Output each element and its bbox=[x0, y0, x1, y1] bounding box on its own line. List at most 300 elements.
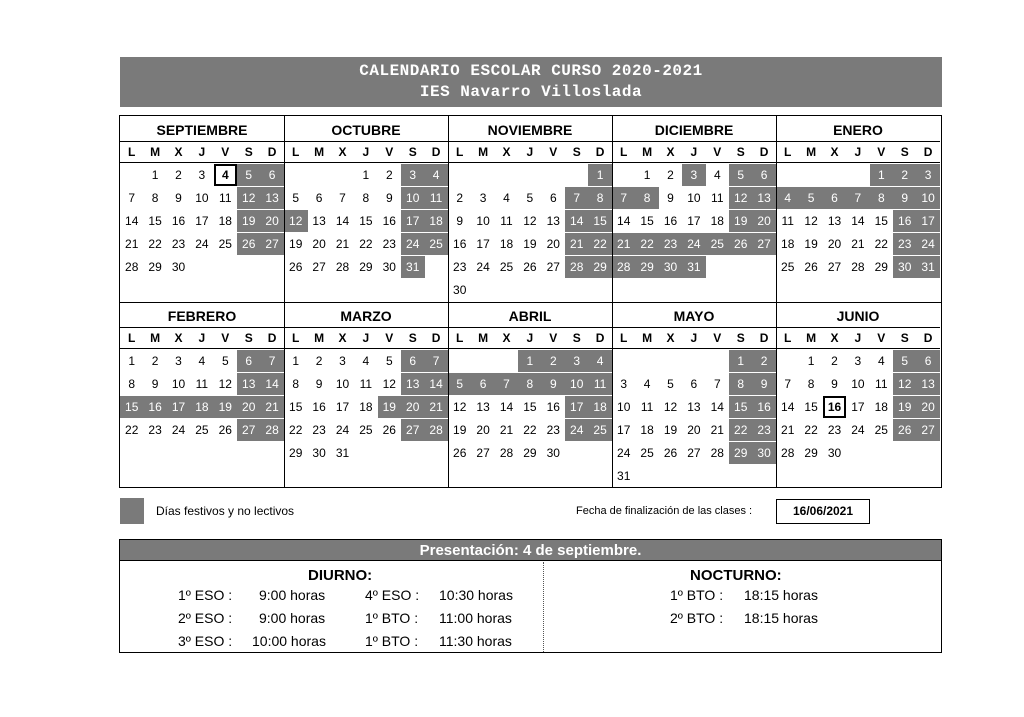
day-cell: 23 bbox=[898, 237, 912, 251]
diurno-course: 1º BTO : bbox=[365, 610, 419, 626]
diurno-time: 10:00 horas bbox=[252, 633, 326, 649]
weekday-header: L bbox=[292, 145, 300, 159]
day-cell: 5 bbox=[737, 168, 745, 182]
day-cell: 18 bbox=[218, 214, 232, 228]
diurno-course: 1º ESO : bbox=[178, 587, 233, 603]
day-cell: 23 bbox=[663, 237, 678, 251]
day-cell: 15 bbox=[125, 400, 139, 414]
month-noviembre bbox=[448, 116, 612, 302]
day-cell: 8 bbox=[596, 191, 604, 205]
day-cell: 29 bbox=[874, 260, 888, 274]
day-cell: 30 bbox=[663, 260, 678, 274]
day-cell: 27 bbox=[265, 237, 279, 251]
weekday-header: S bbox=[244, 145, 253, 159]
day-cell: 12 bbox=[734, 191, 748, 205]
day-cell: 23 bbox=[546, 423, 560, 437]
day-cell: 23 bbox=[827, 423, 842, 437]
weekday-header: S bbox=[900, 331, 909, 345]
day-cell: 31 bbox=[335, 446, 350, 460]
day-cell: 10 bbox=[476, 214, 490, 228]
day-cell: 10 bbox=[851, 377, 865, 391]
day-cell: 3 bbox=[573, 354, 581, 368]
month-septiembre bbox=[120, 116, 284, 302]
day-cell: 14 bbox=[710, 400, 724, 414]
day-cell: 19 bbox=[218, 400, 232, 414]
day-cell: 20 bbox=[827, 237, 842, 251]
weekday-header: V bbox=[713, 145, 722, 159]
day-cell: 12 bbox=[382, 377, 396, 391]
weekday-divider bbox=[612, 162, 776, 163]
day-cell: 20 bbox=[757, 214, 771, 228]
weekday-header: S bbox=[572, 331, 581, 345]
day-cell: 15 bbox=[148, 214, 162, 228]
weekday-header: V bbox=[549, 145, 558, 159]
day-cell: 3 bbox=[339, 354, 346, 368]
day-cell: 20 bbox=[687, 423, 701, 437]
day-cell: 15 bbox=[289, 400, 303, 414]
day-cell: 3 bbox=[479, 191, 487, 205]
diurno-course: 3º ESO : bbox=[178, 633, 233, 649]
header-school: IES Navarro Villoslada bbox=[419, 83, 643, 101]
day-cell: 11 bbox=[429, 191, 443, 205]
weekday-header: L bbox=[784, 145, 792, 159]
month-name: DICIEMBRE bbox=[654, 122, 734, 138]
legend-label: Días festivos y no lectivos bbox=[156, 504, 295, 518]
day-cell: 28 bbox=[125, 260, 139, 274]
day-cell: 30 bbox=[382, 260, 396, 274]
day-cell: 8 bbox=[526, 377, 534, 391]
day-cell: 5 bbox=[667, 377, 674, 391]
day-cell: 24 bbox=[171, 423, 186, 437]
day-cell: 26 bbox=[242, 237, 256, 251]
day-cell: 16 bbox=[453, 237, 467, 251]
weekday-header: D bbox=[267, 145, 277, 159]
day-cell: 21 bbox=[499, 423, 514, 437]
day-cell: 19 bbox=[804, 237, 818, 251]
weekday-header: L bbox=[620, 145, 628, 159]
weekday-header: M bbox=[806, 331, 817, 345]
day-cell: 20 bbox=[546, 237, 560, 251]
day-cell: 13 bbox=[406, 377, 420, 391]
day-cell: 3 bbox=[620, 377, 628, 391]
day-cell: 2 bbox=[385, 168, 393, 182]
row-divider bbox=[120, 302, 941, 303]
month-name: MAYO bbox=[673, 308, 715, 324]
weekday-header: L bbox=[784, 331, 792, 345]
nocturno-time: 18:15 horas bbox=[744, 610, 818, 626]
day-cell: 9 bbox=[151, 377, 159, 391]
weekday-header: L bbox=[128, 331, 136, 345]
day-cell: 12 bbox=[242, 191, 256, 205]
day-cell: 11 bbox=[359, 377, 373, 391]
day-cell: 18 bbox=[359, 400, 373, 414]
day-cell: 31 bbox=[617, 469, 631, 483]
day-cell: 17 bbox=[195, 214, 209, 228]
day-cell: 2 bbox=[667, 168, 674, 182]
day-cell: 19 bbox=[242, 214, 256, 228]
weekday-header: M bbox=[478, 145, 489, 159]
day-cell: 14 bbox=[429, 377, 443, 391]
day-cell: 24 bbox=[617, 446, 631, 460]
day-cell: 14 bbox=[617, 214, 631, 228]
month-abril bbox=[448, 302, 612, 488]
weekday-header: S bbox=[900, 145, 909, 159]
month-name: ENERO bbox=[833, 122, 883, 138]
day-cell: 4 bbox=[198, 354, 206, 368]
day-cell: 23 bbox=[757, 423, 771, 437]
day-cell: 19 bbox=[663, 423, 678, 437]
day-cell: 7 bbox=[573, 191, 581, 205]
day-cell: 10 bbox=[406, 191, 420, 205]
day-cell: 17 bbox=[851, 400, 865, 414]
month-octubre bbox=[284, 116, 448, 302]
day-cell: 17 bbox=[687, 214, 701, 228]
weekday-header: V bbox=[877, 331, 886, 345]
weekday-header: V bbox=[385, 145, 394, 159]
day-cell: 13 bbox=[476, 400, 490, 414]
day-cell: 26 bbox=[523, 260, 537, 274]
day-cell: 12 bbox=[804, 214, 818, 228]
day-cell: 27 bbox=[921, 423, 935, 437]
day-cell: 10 bbox=[195, 191, 209, 205]
weekday-header: L bbox=[128, 145, 136, 159]
weekday-divider bbox=[120, 162, 284, 163]
day-cell: 6 bbox=[409, 354, 417, 368]
weekday-header: D bbox=[431, 145, 441, 159]
day-cell: 31 bbox=[406, 260, 420, 274]
day-cell: 18 bbox=[640, 423, 654, 437]
day-cell: 6 bbox=[831, 191, 838, 205]
day-cell: 13 bbox=[687, 400, 701, 414]
weekday-header: X bbox=[830, 145, 839, 159]
day-cell: 29 bbox=[359, 260, 373, 274]
highlighted-day: 4 bbox=[214, 164, 237, 186]
weekday-divider bbox=[448, 162, 612, 163]
day-cell: 9 bbox=[549, 377, 557, 391]
day-cell: 26 bbox=[289, 260, 303, 274]
day-cell: 5 bbox=[292, 191, 300, 205]
day-cell: 22 bbox=[593, 237, 607, 251]
legend-swatch bbox=[120, 498, 144, 524]
day-cell: 27 bbox=[406, 423, 420, 437]
weekday-divider bbox=[612, 348, 776, 349]
day-cell: 24 bbox=[687, 237, 701, 251]
day-cell: 8 bbox=[362, 191, 370, 205]
day-cell: 5 bbox=[807, 191, 815, 205]
day-cell: 8 bbox=[151, 191, 159, 205]
weekday-header: J bbox=[526, 331, 534, 345]
day-cell: 17 bbox=[406, 214, 420, 228]
day-cell: 9 bbox=[667, 191, 674, 205]
day-cell: 2 bbox=[175, 168, 182, 182]
day-cell: 21 bbox=[851, 237, 865, 251]
day-cell: 7 bbox=[432, 354, 440, 368]
weekday-header: L bbox=[292, 331, 300, 345]
day-cell: 27 bbox=[242, 423, 256, 437]
day-cell: 17 bbox=[570, 400, 584, 414]
calendar-grid bbox=[119, 115, 942, 488]
day-cell: 9 bbox=[760, 377, 768, 391]
weekday-header: X bbox=[502, 331, 511, 345]
day-cell: 9 bbox=[315, 377, 323, 391]
weekday-header: S bbox=[736, 145, 745, 159]
day-cell: 14 bbox=[335, 214, 350, 228]
day-cell: 3 bbox=[409, 168, 417, 182]
day-cell: 3 bbox=[690, 168, 698, 182]
day-cell: 16 bbox=[382, 214, 396, 228]
day-cell: 16 bbox=[148, 400, 162, 414]
day-cell: 23 bbox=[453, 260, 467, 274]
day-cell: 2 bbox=[901, 168, 909, 182]
nocturno-course: 2º BTO : bbox=[670, 610, 724, 626]
day-cell: 1 bbox=[151, 168, 159, 182]
day-cell: 28 bbox=[499, 446, 514, 460]
weekday-header: J bbox=[526, 145, 534, 159]
day-cell: 13 bbox=[242, 377, 256, 391]
day-cell: 1 bbox=[643, 168, 651, 182]
weekday-header: D bbox=[431, 331, 441, 345]
day-cell: 26 bbox=[898, 423, 912, 437]
day-cell: 2 bbox=[831, 354, 838, 368]
month-name: NOVIEMBRE bbox=[487, 122, 573, 138]
day-cell: 22 bbox=[359, 237, 373, 251]
day-cell: 15 bbox=[523, 400, 537, 414]
day-cell: 6 bbox=[268, 168, 276, 182]
day-cell: 24 bbox=[921, 237, 935, 251]
month-name: JUNIO bbox=[836, 308, 880, 324]
day-cell: 16 bbox=[171, 214, 186, 228]
day-cell: 18 bbox=[195, 400, 209, 414]
day-cell: 22 bbox=[523, 423, 537, 437]
day-cell: 28 bbox=[429, 423, 443, 437]
diurno-time: 11:00 horas bbox=[439, 610, 512, 626]
day-cell: 10 bbox=[921, 191, 935, 205]
day-cell: 28 bbox=[781, 446, 795, 460]
day-cell: 22 bbox=[148, 237, 162, 251]
day-cell: 10 bbox=[617, 400, 631, 414]
day-cell: 16 bbox=[663, 214, 678, 228]
day-cell: 28 bbox=[851, 260, 865, 274]
weekday-header: M bbox=[806, 145, 817, 159]
day-cell: 11 bbox=[781, 214, 794, 228]
day-cell: 14 bbox=[125, 214, 139, 228]
weekday-header: M bbox=[478, 331, 489, 345]
diurno-time: 11:30 horas bbox=[439, 633, 512, 649]
day-cell: 1 bbox=[807, 354, 815, 368]
day-cell: 6 bbox=[479, 377, 487, 391]
day-cell: 7 bbox=[854, 191, 862, 205]
day-cell: 26 bbox=[218, 423, 232, 437]
day-cell: 8 bbox=[128, 377, 136, 391]
day-cell: 16 bbox=[757, 400, 771, 414]
weekday-header: J bbox=[198, 331, 206, 345]
day-cell: 29 bbox=[593, 260, 607, 274]
day-cell: 25 bbox=[359, 423, 373, 437]
day-cell: 2 bbox=[760, 354, 768, 368]
day-cell: 15 bbox=[734, 400, 748, 414]
day-cell: 30 bbox=[757, 446, 771, 460]
weekday-header: X bbox=[174, 331, 183, 345]
weekday-header: J bbox=[362, 331, 370, 345]
day-cell: 3 bbox=[175, 354, 182, 368]
day-cell: 5 bbox=[385, 354, 393, 368]
day-cell: 27 bbox=[757, 237, 771, 251]
day-cell: 30 bbox=[827, 446, 842, 460]
weekday-header: S bbox=[736, 331, 745, 345]
day-cell: 31 bbox=[687, 260, 701, 274]
day-cell: 11 bbox=[593, 377, 607, 391]
day-cell: 28 bbox=[617, 260, 631, 274]
day-cell: 1 bbox=[737, 354, 745, 368]
day-cell: 29 bbox=[289, 446, 303, 460]
diurno-course: 1º BTO : bbox=[365, 633, 419, 649]
day-cell: 14 bbox=[851, 214, 865, 228]
day-cell: 5 bbox=[221, 354, 229, 368]
day-cell: 29 bbox=[148, 260, 162, 274]
day-cell: 11 bbox=[500, 214, 513, 228]
day-cell: 11 bbox=[875, 377, 888, 391]
weekday-header: J bbox=[854, 145, 862, 159]
day-cell: 2 bbox=[315, 354, 323, 368]
day-cell: 20 bbox=[406, 400, 420, 414]
day-cell: 20 bbox=[312, 237, 326, 251]
day-cell: 20 bbox=[265, 214, 279, 228]
day-cell: 26 bbox=[663, 446, 678, 460]
end-date-label: Fecha de finalización de las clases : bbox=[576, 505, 753, 517]
day-cell: 3 bbox=[198, 168, 206, 182]
weekday-header: X bbox=[666, 145, 675, 159]
day-cell: 28 bbox=[570, 260, 584, 274]
day-cell: 26 bbox=[804, 260, 818, 274]
presentation-box bbox=[119, 539, 942, 653]
weekday-divider bbox=[776, 162, 940, 163]
month-diciembre bbox=[612, 116, 776, 302]
day-cell: 13 bbox=[546, 214, 560, 228]
day-cell: 25 bbox=[499, 260, 514, 274]
day-cell: 4 bbox=[784, 191, 792, 205]
day-cell: 28 bbox=[335, 260, 350, 274]
day-cell: 26 bbox=[453, 446, 467, 460]
weekday-header: V bbox=[385, 331, 394, 345]
day-cell: 12 bbox=[523, 214, 537, 228]
day-cell: 1 bbox=[128, 354, 136, 368]
day-cell: 11 bbox=[219, 191, 232, 205]
day-cell: 23 bbox=[382, 237, 396, 251]
day-cell: 10 bbox=[570, 377, 584, 391]
calendar-header bbox=[120, 57, 942, 107]
day-cell: 27 bbox=[312, 260, 326, 274]
month-enero bbox=[776, 116, 940, 302]
day-cell: 21 bbox=[265, 400, 279, 414]
day-cell: 31 bbox=[921, 260, 935, 274]
nocturno-title: NOCTURNO: bbox=[690, 567, 782, 584]
month-marzo bbox=[284, 302, 448, 488]
day-cell: 30 bbox=[898, 260, 912, 274]
day-cell: 21 bbox=[710, 423, 724, 437]
day-cell: 25 bbox=[710, 237, 724, 251]
diurno-time: 9:00 horas bbox=[259, 587, 326, 603]
day-cell: 14 bbox=[781, 400, 795, 414]
weekday-header: V bbox=[713, 331, 722, 345]
diurno-course: 4º ESO : bbox=[365, 587, 420, 603]
day-cell: 28 bbox=[265, 423, 279, 437]
day-cell: 19 bbox=[289, 237, 303, 251]
weekday-header: M bbox=[314, 145, 325, 159]
weekday-header: M bbox=[150, 145, 161, 159]
day-cell: 10 bbox=[687, 191, 701, 205]
day-cell: 12 bbox=[289, 214, 303, 228]
day-cell: 21 bbox=[617, 237, 631, 251]
weekday-divider bbox=[284, 162, 448, 163]
day-cell: 19 bbox=[734, 214, 748, 228]
day-cell: 21 bbox=[429, 400, 443, 414]
weekday-header: J bbox=[198, 145, 206, 159]
end-date-value: 16/06/2021 bbox=[776, 499, 870, 524]
header-title: CALENDARIO ESCOLAR CURSO 2020-2021 bbox=[359, 62, 703, 80]
day-cell: 13 bbox=[312, 214, 326, 228]
weekday-header: M bbox=[314, 331, 325, 345]
weekday-header: M bbox=[150, 331, 161, 345]
weekday-header: L bbox=[620, 331, 628, 345]
day-cell: 21 bbox=[781, 423, 795, 437]
day-cell: 16 bbox=[898, 214, 912, 228]
day-cell: 9 bbox=[901, 191, 909, 205]
day-cell: 26 bbox=[734, 237, 748, 251]
day-cell: 6 bbox=[549, 191, 557, 205]
day-cell: 13 bbox=[827, 214, 842, 228]
weekday-header: D bbox=[923, 145, 933, 159]
day-cell: 18 bbox=[781, 237, 795, 251]
day-cell: 2 bbox=[151, 354, 159, 368]
weekday-header: S bbox=[572, 145, 581, 159]
day-cell: 10 bbox=[171, 377, 186, 391]
day-cell: 22 bbox=[125, 423, 139, 437]
day-cell: 18 bbox=[593, 400, 607, 414]
day-cell: 21 bbox=[570, 237, 584, 251]
nocturno-time: 18:15 horas bbox=[744, 587, 818, 603]
weekday-header: M bbox=[642, 331, 653, 345]
day-cell: 29 bbox=[523, 446, 537, 460]
presentation-title: Presentación: 4 de septiembre. bbox=[120, 540, 941, 561]
day-cell: 30 bbox=[171, 260, 186, 274]
diurno-course: 2º ESO : bbox=[178, 610, 233, 626]
weekday-header: J bbox=[690, 331, 698, 345]
day-cell: 10 bbox=[335, 377, 350, 391]
day-cell: 17 bbox=[335, 400, 350, 414]
day-cell: 21 bbox=[125, 237, 139, 251]
day-cell: 1 bbox=[596, 168, 604, 182]
day-cell: 25 bbox=[874, 423, 888, 437]
day-cell: 22 bbox=[640, 237, 654, 251]
weekday-header: X bbox=[830, 331, 839, 345]
day-cell: 29 bbox=[640, 260, 654, 274]
weekday-header: V bbox=[877, 145, 886, 159]
day-cell: 11 bbox=[195, 377, 209, 391]
highlighted-day: 16 bbox=[823, 396, 846, 418]
weekday-header: D bbox=[923, 331, 933, 345]
day-cell: 30 bbox=[546, 446, 560, 460]
day-cell: 8 bbox=[877, 191, 885, 205]
day-cell: 8 bbox=[737, 377, 745, 391]
weekday-divider bbox=[120, 348, 284, 349]
day-cell: 12 bbox=[453, 400, 467, 414]
weekday-header: X bbox=[338, 145, 347, 159]
month-febrero bbox=[120, 302, 284, 488]
day-cell: 9 bbox=[385, 191, 393, 205]
weekday-header: D bbox=[267, 331, 277, 345]
day-cell: 7 bbox=[128, 191, 136, 205]
day-cell: 23 bbox=[312, 423, 326, 437]
